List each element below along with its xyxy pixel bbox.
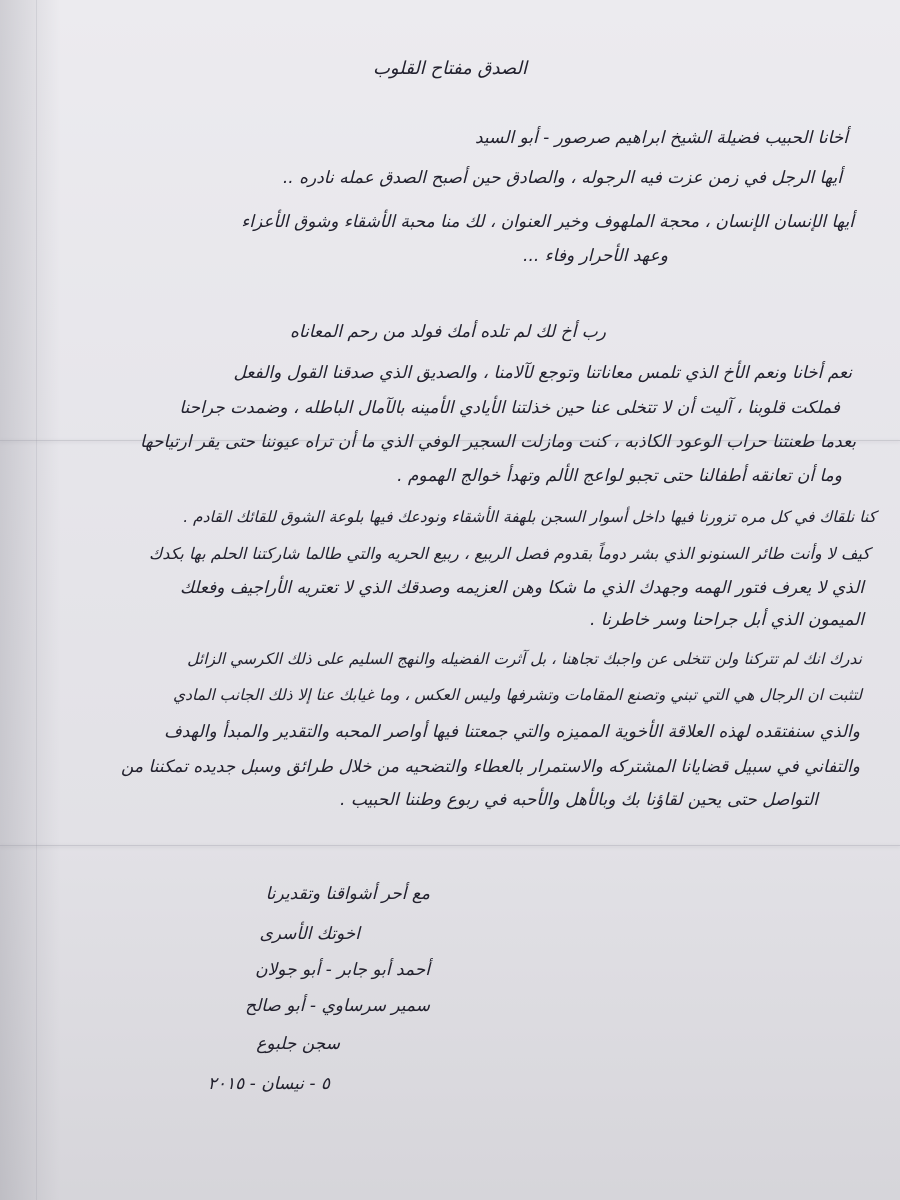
opening-line: وعهد الأحرار وفاء ... [523,246,668,266]
body-line: لتثبت ان الرجال هي التي تبني وتصنع المقامات وتشرفها وليس العكس ، وما غيابك عنا إلا ذلك الجانب المادي [173,686,862,704]
body-line: كنا نلقاك في كل مره تزورنا فيها داخل أسوار السجن بلهفة الأشقاء ونودعك فيها بلوعة الشوق للقائك القادم . [183,508,876,526]
body-line: التواصل حتى يحين لقاؤنا بك وبالأهل والأحبه في ربوع وطننا الحبيب . [340,790,818,810]
body-line: وما أن تعانقه أطفالنا حتى تجبو لواعج الألم وتهدأ خوالج الهموم . [397,466,842,486]
body-line: الذي لا يعرف فتور الهمه وجهدك الذي ما شكا وهن العزيمه وصدقك الذي لا تعتريه الأراجيف وفعلك [179,578,864,598]
signature-place: سجن جلبوع [256,1034,340,1054]
signature-name: سمير سرساوي - أبو صالح [245,996,430,1016]
proverb: رب أخ لك لم تلده أمك فولد من رحم المعاناه [290,322,606,342]
opening-line: أيها الرجل في زمن عزت فيه الرجوله ، والصادق حين أصبح الصدق عمله نادره .. [282,168,842,188]
body-line: الميمون الذي أبل جراحنا وسر خاطرنا . [589,610,864,630]
vertical-crease [36,0,37,1200]
body-line: كيف لا وأنت طائر السنونو الذي بشر دوماً بقدوم فصل الربيع ، ربيع الحريه والتي طالما شاركتنا الحلم بها بكدك [149,544,870,563]
page-edge-shadow [0,0,60,1200]
signature-name: أحمد أبو جابر - أبو جولان [255,960,430,980]
letter-title: الصدق مفتاح القلوب [372,58,528,79]
letter-date: ٥ - نيسان - ٢٠١٥ [207,1074,330,1094]
body-line: بعدما طعنتنا حراب الوعود الكاذبه ، كنت ومازلت السجير الوفي الذي ما أن تراه عيوننا حتى يقر ارتياحها [140,432,856,452]
fold-line [0,845,900,846]
body-line: ندرك انك لم تتركنا ولن تتخلى عن واجبك تجاهنا ، بل آثرت الفضيله والنهج السليم على ذلك الكرسي الزائل [187,650,862,668]
body-line: فملكت قلوبنا ، آليت أن لا تتخلى عنا حين خذلتنا الأيادي الأمينه بالآمال الباطله ، وضمدت جراحنا [179,398,840,418]
signature-group: اخوتك الأسرى [259,924,360,944]
body-line: نعم أخانا ونعم الأخ الذي تلمس معاناتنا وتوجع لآلامنا ، والصديق الذي صدقنا القول والفعل [233,363,852,383]
opening-line: أيها الإنسان الإنسان ، محجة الملهوف وخير العنوان ، لك منا محبة الأشقاء وشوق الأعزاء [241,212,854,232]
salutation: أخانا الحبيب فضيلة الشيخ ابراهيم صرصور - أبو السيد [475,128,848,148]
closing-greeting: مع أحر أشواقنا وتقديرنا [265,884,430,904]
body-line: والتفاني في سبيل قضايانا المشتركه والاستمرار بالعطاء والتضحيه من خلال طرائق وسبل جديده تمكننا من [121,757,860,777]
body-line: والذي سنفتقده لهذه العلاقة الأخوية المميزه والتي جمعتنا فيها أواصر المحبه والتقدير والمبدأ والهدف [164,722,860,742]
